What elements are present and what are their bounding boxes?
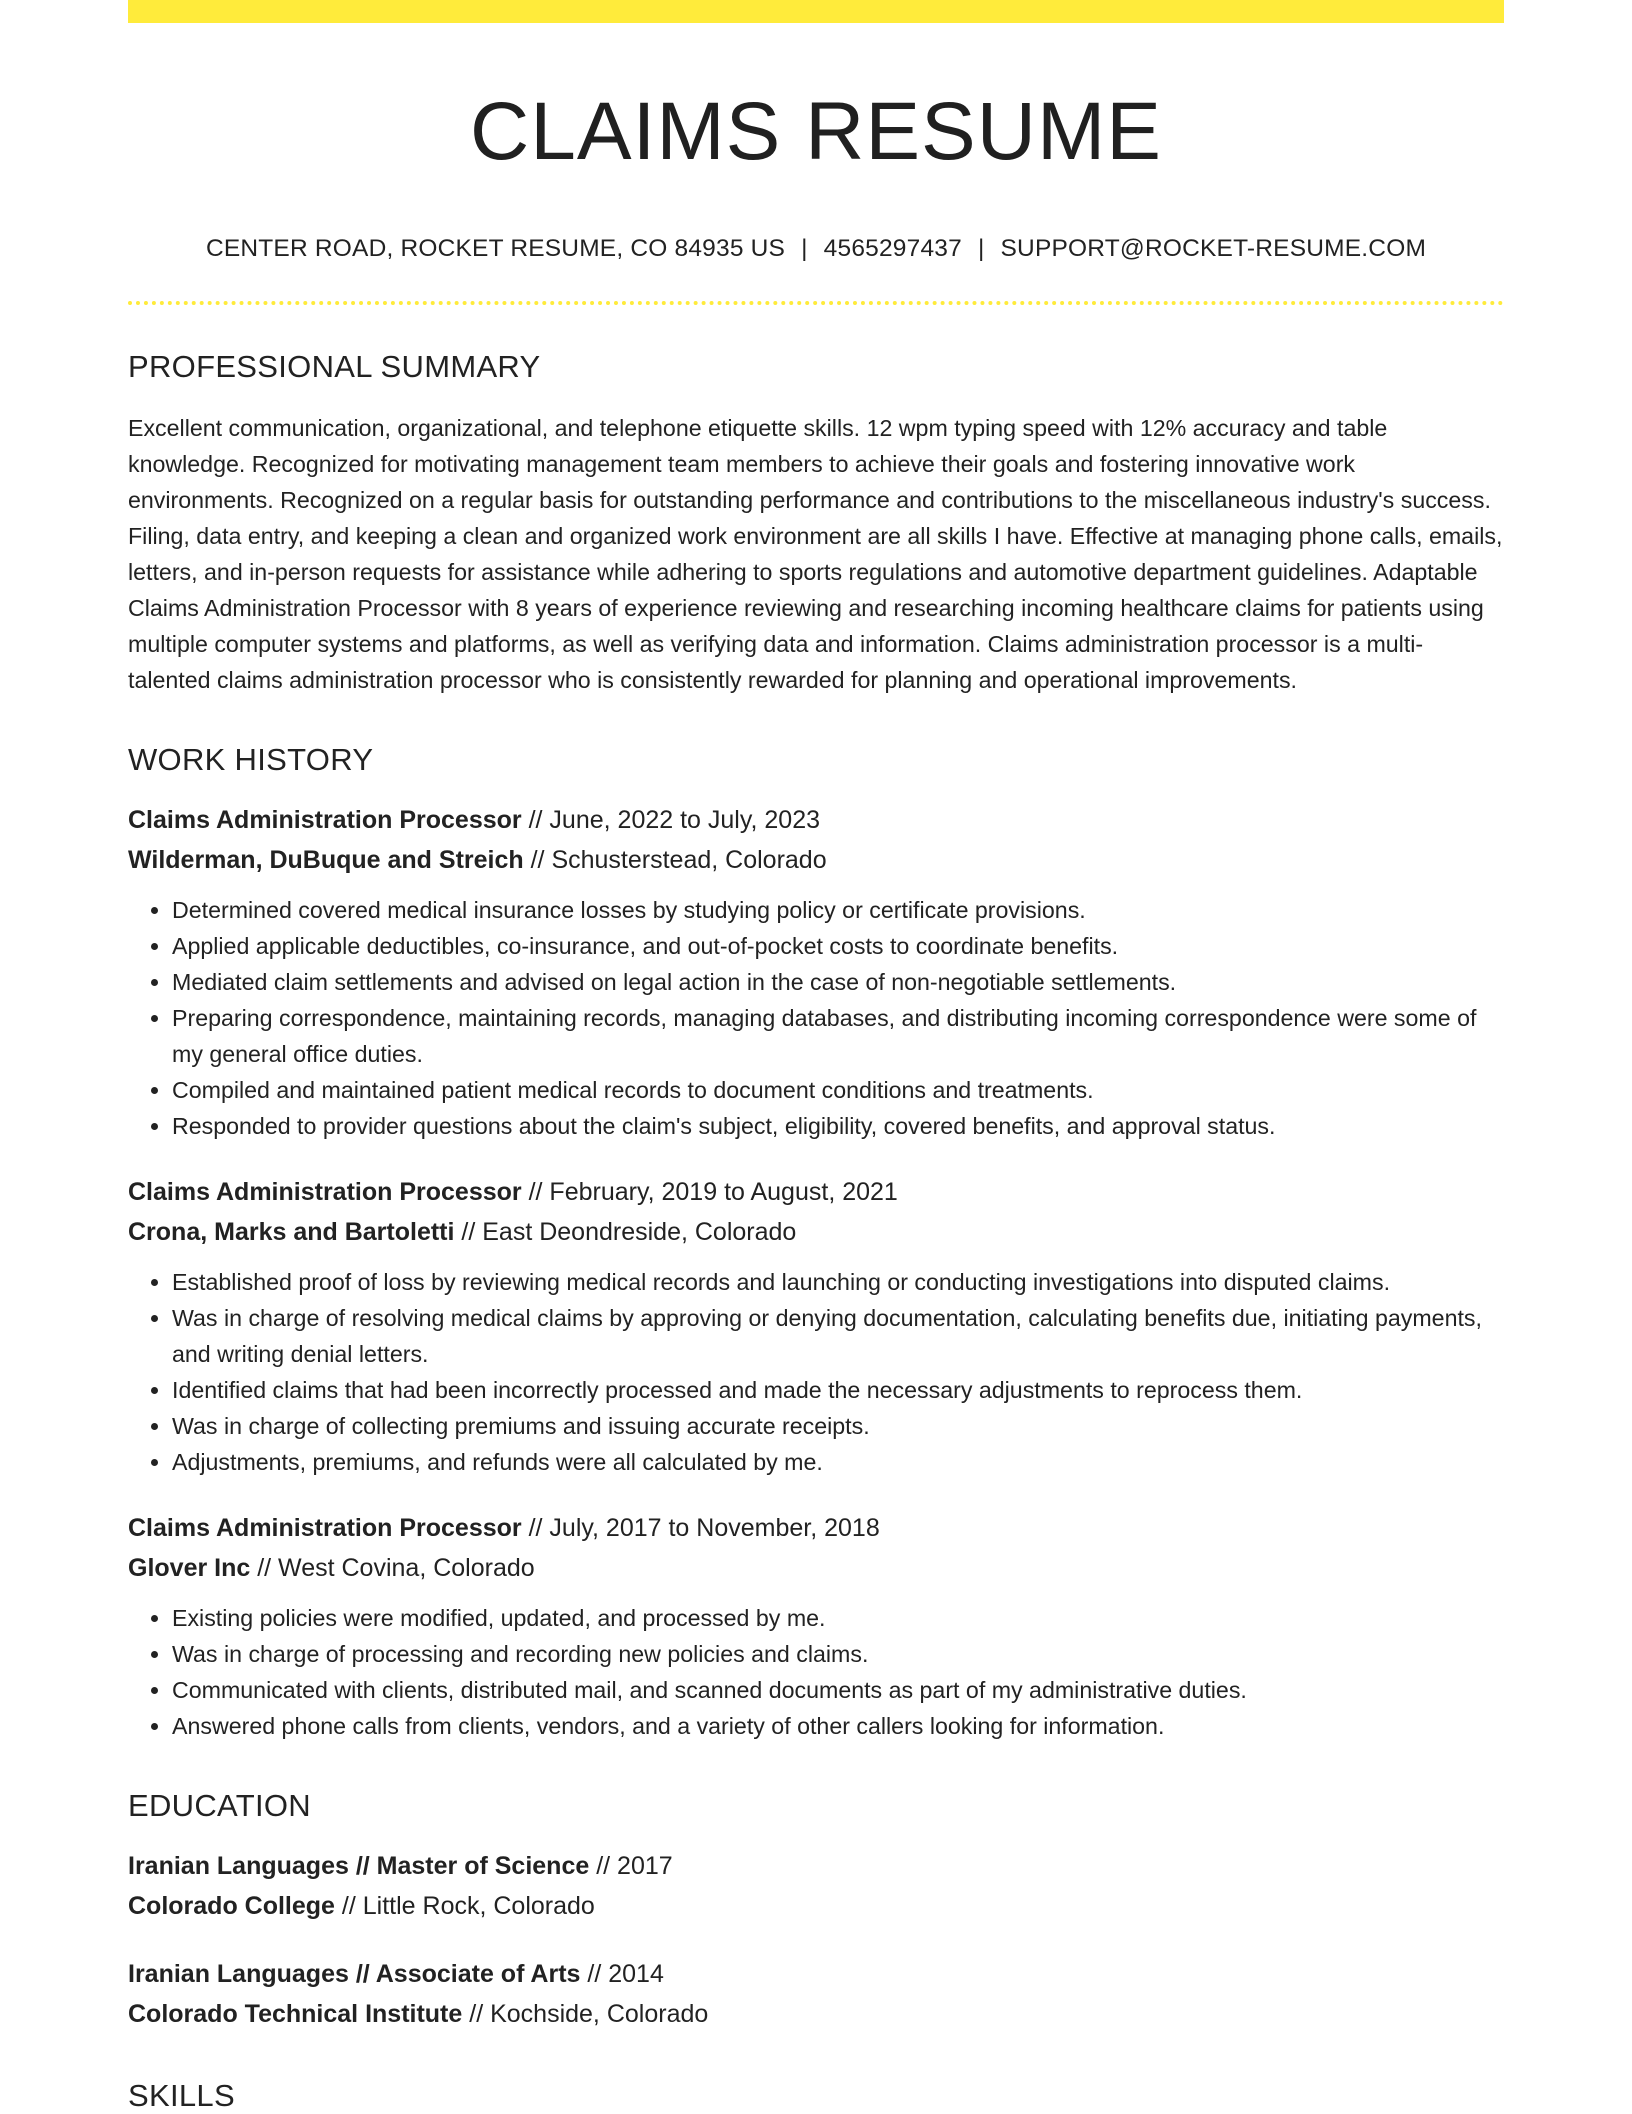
education-heading: EDUCATION — [128, 1788, 311, 1824]
job-role: Claims Administration Processor — [128, 806, 522, 835]
job-duty: • Responded to provider questions about the claim's subject, eligibility, covered benefits, and approval status. — [172, 1108, 1504, 1144]
job-duty: • Mediated claim settlements and advised on legal action in the case of non-negotiable settlements. — [172, 964, 1504, 1000]
job-duty: • Identified claims that had been incorrectly processed and made the necessary adjustments to reprocess them. — [172, 1372, 1504, 1408]
job-duty: • Determined covered medical insurance losses by studying policy or certificate provisions. — [172, 892, 1504, 928]
job-dates: // June, 2022 to July, 2023 — [528, 806, 820, 835]
summary-text: Excellent communication, organizational, and telephone etiquette skills. 12 wpm typing speed with 12% accuracy and table knowledge. Recognized for motivating management team members to achieve their goals and fostering innovative work environments. Recognized on a regular basis for outstanding performance and contributions to the miscellaneous industry's success. Filing, data entry, and keeping a clean and organized work environment are all skills I have. Effective at managing phone calls, emails, letters, and in-person requests for assistance while adhering to sports regulations and automotive department guidelines. Adaptable Claims Administration Processor with 8 years of experience reviewing and researching incoming healthcare claims for patients using multiple computer systems and platforms, as well as verifying data and information. Claims administration processor is a multi-talented claims administration processor who is consistently rewarded for planning and operational improvements. — [128, 415, 1503, 694]
education-entry — [128, 1954, 1504, 2034]
job-location: // Schusterstead, Colorado — [530, 846, 827, 875]
job-duty: • Adjustments, premiums, and refunds were all calculated by me. — [172, 1444, 1504, 1480]
education-degree-line — [128, 1846, 1504, 1886]
dotted-divider — [128, 301, 1504, 305]
job-company-line — [128, 840, 1504, 880]
contact-phone[interactable]: 4565297437 — [823, 235, 962, 263]
job-location: // West Covina, Colorado — [257, 1554, 535, 1583]
job-role: Claims Administration Processor — [128, 1514, 522, 1543]
education-school-line — [128, 1994, 1504, 2034]
skills-heading: SKILLS — [128, 2078, 235, 2114]
job-duties-list — [128, 892, 1504, 1144]
job-company: Wilderman, DuBuque and Streich — [128, 846, 524, 875]
job-role-line — [128, 1172, 1504, 1212]
job-role: Claims Administration Processor — [128, 1178, 522, 1207]
education-year: // 2017 — [596, 1852, 673, 1881]
job-duty: • Communicated with clients, distributed mail, and scanned documents as part of my administrative duties. — [172, 1672, 1504, 1708]
job-company: Crona, Marks and Bartoletti — [128, 1218, 455, 1247]
resume-title: CLAIMS RESUME — [470, 86, 1162, 177]
job-company-line — [128, 1548, 1504, 1588]
job-duties-list — [128, 1600, 1504, 1744]
education-school: Colorado College — [128, 1892, 335, 1921]
contact-separator: | — [977, 235, 985, 263]
job-duty: • Was in charge of collecting premiums and issuing accurate receipts. — [172, 1408, 1504, 1444]
resume-page — [128, 0, 1504, 2114]
job-dates: // February, 2019 to August, 2021 — [528, 1178, 898, 1207]
job-dates: // July, 2017 to November, 2018 — [528, 1514, 880, 1543]
education-degree: Iranian Languages // Master of Science — [128, 1852, 590, 1881]
education-year: // 2014 — [587, 1960, 664, 1989]
job-company: Glover Inc — [128, 1554, 251, 1583]
contact-email[interactable]: SUPPORT@ROCKET-RESUME.COM — [1000, 235, 1427, 263]
job-duty: • Applied applicable deductibles, co-insurance, and out-of-pocket costs to coordinate benefits. — [172, 928, 1504, 964]
education-degree-line — [128, 1954, 1504, 1994]
education-entry — [128, 1846, 1504, 1926]
job-duty: • Was in charge of resolving medical claims by approving or denying documentation, calculating benefits due, initiating payments, and writing denial letters. — [172, 1300, 1504, 1372]
job-duty: • Answered phone calls from clients, vendors, and a variety of other callers looking for information. — [172, 1708, 1504, 1744]
job-role-line — [128, 1508, 1504, 1548]
job-duty: • Established proof of loss by reviewing medical records and launching or conducting investigations into disputed claims. — [172, 1264, 1504, 1300]
job-entry — [128, 1508, 1504, 1744]
job-entry — [128, 800, 1504, 1144]
contact-line — [128, 235, 1504, 263]
education-school-line — [128, 1886, 1504, 1926]
job-duty: • Preparing correspondence, maintaining records, managing databases, and distributing incoming correspondence were some of my general office duties. — [172, 1000, 1504, 1072]
job-company-line — [128, 1212, 1504, 1252]
work-history-heading: WORK HISTORY — [128, 742, 374, 778]
summary-heading: PROFESSIONAL SUMMARY — [128, 349, 541, 385]
education-location: // Kochside, Colorado — [469, 2000, 709, 2029]
accent-top-bar — [128, 0, 1504, 23]
job-role-line — [128, 800, 1504, 840]
job-duty: • Existing policies were modified, updated, and processed by me. — [172, 1600, 1504, 1636]
job-duty: • Compiled and maintained patient medical records to document conditions and treatments. — [172, 1072, 1504, 1108]
education-location: // Little Rock, Colorado — [341, 1892, 595, 1921]
contact-separator: | — [801, 235, 808, 263]
job-duty: • Was in charge of processing and recording new policies and claims. — [172, 1636, 1504, 1672]
job-location: // East Deondreside, Colorado — [461, 1218, 797, 1247]
job-duties-list — [128, 1264, 1504, 1480]
contact-address: CENTER ROAD, ROCKET RESUME, CO 84935 US — [205, 235, 786, 263]
job-entry — [128, 1172, 1504, 1480]
education-degree: Iranian Languages // Associate of Arts — [128, 1960, 581, 1989]
education-school: Colorado Technical Institute — [128, 2000, 463, 2029]
